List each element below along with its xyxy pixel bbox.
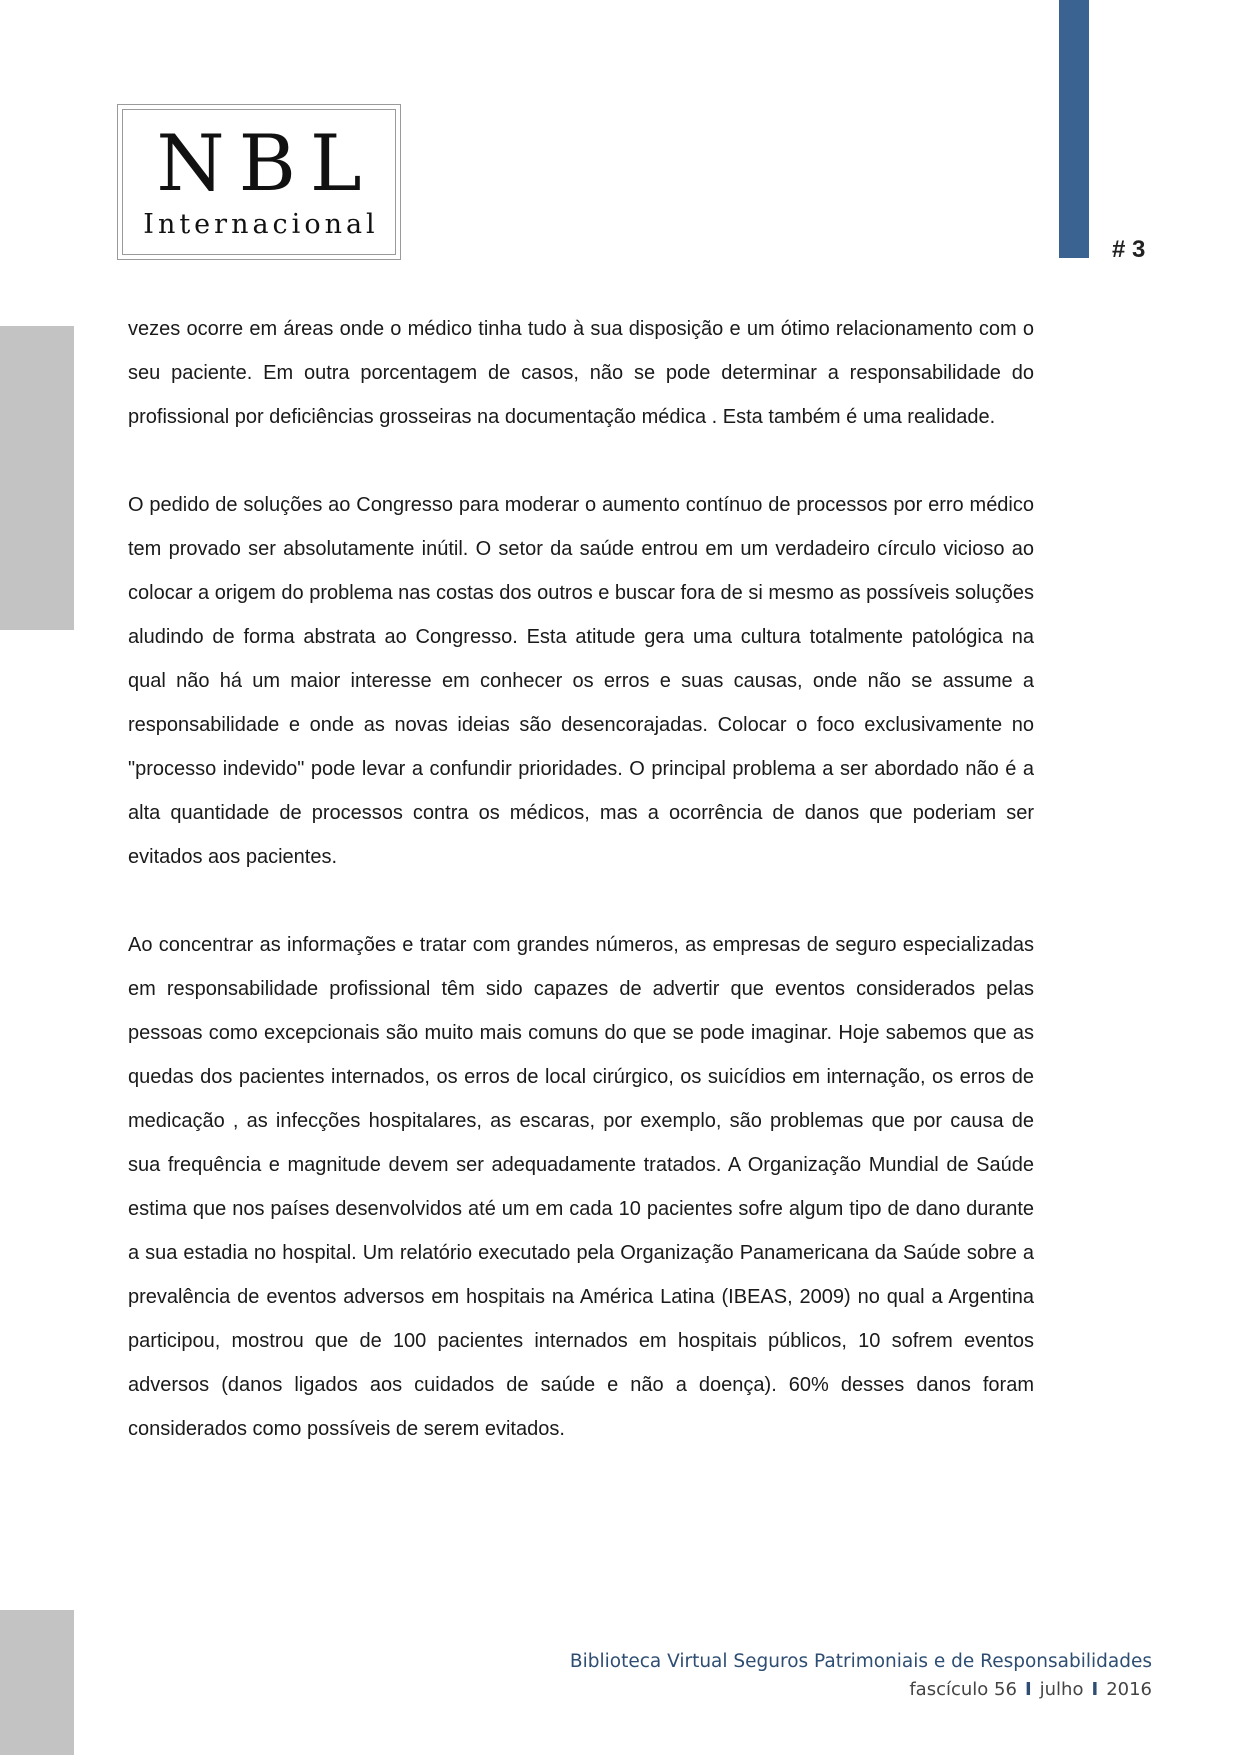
paragraph-3: Ao concentrar as informações e tratar com grandes números, as empresas de seguro especializadas em responsabilidade profissional têm sido capazes de advertir que eventos considerados pelas pessoas como excepcionais são muito mais comuns do que se pode imaginar. Hoje sabemos que as quedas dos pacientes internados, os erros de local cirúrgico, os suicídios em internação, os erros de medicação , as infecções hospitalares, as escaras, por exemplo, são problemas que por causa de sua frequência e magnitude devem ser adequadamente tratados. A Organização Mundial de Saúde estima que nos países desenvolvidos até um em cada 10 pacientes sofre algum tipo de dano durante a sua estadia no hospital. Um relatório executado pela Organização Panamericana da Saúde sobre a prevalência de eventos adversos em hospitais na América Latina (IBEAS, 2009) no qual a Argentina participou, mostrou que de 100 pacientes internados em hospitais públicos, 10 sofrem eventos adversos (danos ligados aos cuidados de saúde e não a doença). 60% desses danos foram considerados como possíveis de serem evitados. [128,934,1034,1440]
footer-separator: I [1091,1679,1099,1700]
article-body [128,307,1034,1495]
paragraph-1: vezes ocorre em áreas onde o médico tinha tudo à sua disposição e um ótimo relacionamento com o seu paciente. Em outra porcentagem de casos, não se pode determinar a responsabilidade do profissional por deficiências grosseiras na documentação médica . Esta também é uma realidade. [128,318,1034,428]
side-decoration-bar-top [0,326,74,630]
logo-sub-text: Internacional [143,209,379,240]
paragraph-2: O pedido de soluções ao Congresso para moderar o aumento contínuo de processos por erro médico tem provado ser absolutamente inútil. O setor da saúde entrou em um verdadeiro círculo vicioso ao colocar a origem do problema nas costas dos outros e buscar fora de si mesmo as possíveis soluções aludindo de forma abstrata ao Congresso. Esta atitude gera uma cultura totalmente patológica na qual não há um maior interesse em conhecer os erros e suas causas, onde não se assume a responsabilidade e onde as novas ideias são desencorajadas. Colocar o foco exclusivamente no "processo indevido" pode levar a confundir prioridades. O principal problema a ser abordado não é a alta quantidade de processos contra os médicos, mas a ocorrência de danos que poderiam ser evitados aos pacientes. [128,494,1034,868]
footer-separator: I [1024,1679,1032,1700]
footer-month: julho [1039,1679,1084,1700]
logo-main-text: NBL [156,119,376,209]
footer-issue-info [570,1676,1152,1704]
side-decoration-bar-bottom [0,1610,74,1755]
footer [570,1648,1152,1704]
footer-title: Biblioteca Virtual Seguros Patrimoniais e de Responsabilidades [569,1651,1152,1672]
footer-fasciculo: fascículo 56 [909,1679,1017,1700]
nbl-logo [117,104,401,260]
accent-bar [1059,0,1089,258]
page-number: # 3 [1112,236,1146,263]
footer-year: 2016 [1106,1679,1152,1700]
